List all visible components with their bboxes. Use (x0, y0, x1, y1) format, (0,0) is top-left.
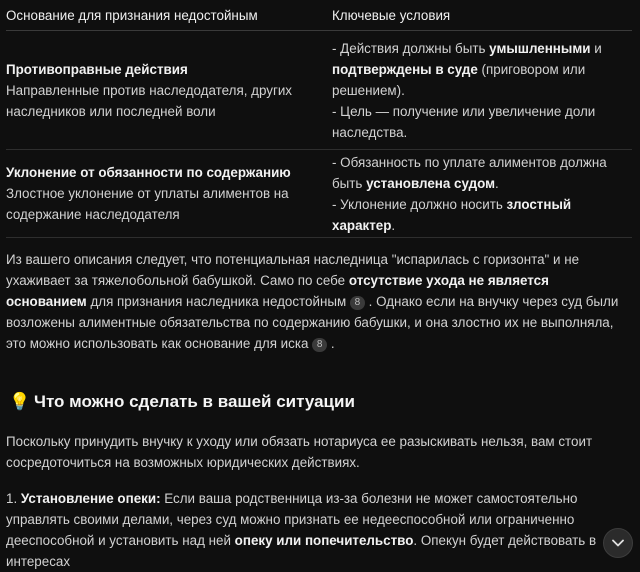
table-row (6, 150, 632, 238)
chat-answer (6, 0, 632, 569)
ground-description: Направленные против наследодателя, других наследников или последней воли (6, 82, 293, 119)
table-cell-conditions (332, 150, 632, 238)
condition-line: - Обязанность по уплате алиментов должна быть установлена судом. (332, 155, 607, 191)
condition-line: - Цель — получение или увеличение доли наследства. (332, 103, 596, 140)
table-cell-ground (6, 31, 332, 150)
lightbulb-icon: 💡 (9, 392, 31, 411)
table-row (6, 31, 632, 150)
section-heading (9, 390, 355, 414)
table-header-row (6, 0, 632, 31)
ground-title: Уклонение от обязанности по содержанию (6, 165, 291, 180)
table-cell-ground (6, 150, 332, 238)
grounds-table (6, 0, 632, 238)
section-title: Что можно сделать в вашей ситуации (34, 392, 355, 411)
citation-badge[interactable]: 8 (312, 338, 327, 352)
citation-badge[interactable]: 8 (350, 296, 365, 310)
table-header-conditions: Ключевые условия (332, 0, 632, 31)
table-cell-conditions (332, 31, 632, 150)
analysis-paragraph: Из вашего описания следует, что потенциальная наследница "испарилась с горизонта" и не ухаживает за тяжелобольной бабушкой. Само по себе отсутствие ухода не является основанием для признания наследника недостойным 8 . Однако если на внучку через суд были возложены алиментные обязательства по содержанию бабушки, и она злостно их не выполняла, это можно использовать как основание для иска 8 . (6, 252, 619, 351)
scroll-to-bottom-button[interactable] (603, 528, 633, 558)
condition-line: - Действия должны быть умышленными и подтверждены в суде (приговором или решением). (332, 40, 602, 98)
condition-line: - Уклонение должно носить злостный характер. (332, 197, 572, 233)
table-header-ground: Основание для признания недостойным (6, 0, 332, 31)
list-item: 1. Установление опеки: Если ваша родственница из-за болезни не может самостоятельно управлять своими делами, через суд можно признать ее недееспособной или ограниченно дееспособной и установить над ней опеку или попечительство. Опекун будет действовать в интересах (6, 491, 597, 569)
ground-title: Противоправные действия (6, 61, 188, 77)
chevron-down-icon (612, 539, 624, 547)
ground-description: Злостное уклонение от уплаты алиментов на содержание наследодателя (6, 186, 289, 222)
intro-paragraph: Поскольку принудить внучку к уходу или обязать нотариуса ее разыскивать нельзя, вам стоит сосредоточиться на возможных юридических действиях. (6, 434, 593, 470)
list-number: 1. (6, 491, 18, 506)
